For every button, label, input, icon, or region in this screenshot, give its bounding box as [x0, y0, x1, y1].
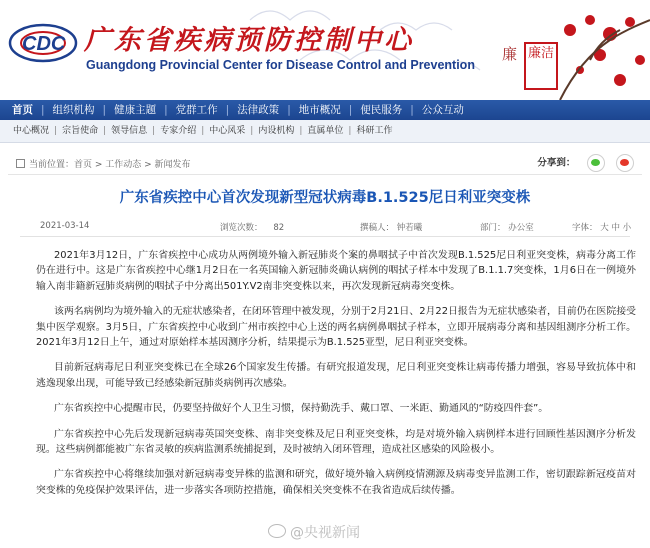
- subnav-item-departments[interactable]: 内设机构: [258, 126, 295, 136]
- article-body: [36, 248, 636, 498]
- nav-separator: |: [348, 104, 353, 116]
- share-label: 分享到：: [537, 157, 576, 169]
- publish-date: 2021-03-14: [40, 221, 90, 231]
- subnav-separator: |: [348, 126, 352, 136]
- font-size-medium[interactable]: 中: [611, 223, 620, 233]
- views-label-text: 浏览次数：: [220, 223, 263, 233]
- article-paragraph: 该两名病例均为境外输入的无症状感染者，在闭环管理中被发现，分别于2月21日、2月22日报告为无症状感染者，目前仍在医院接受集中医学观察。3月5日，广东省疾控中心收到广州市疾控中心上送的两名病例鼻咽拭子样本，立即开展病毒分离和基因组测序分析工作。2021年3月12日上午，通过对原始样本基因测序分析，结果提示为B.1.525亚型，尼日利亚突变株。: [36, 306, 636, 349]
- views-label: [220, 221, 284, 233]
- subnav-separator: |: [201, 126, 205, 136]
- dept-name: 办公室: [508, 223, 534, 233]
- sub-nav: [0, 120, 650, 143]
- subnav-item-overview[interactable]: 中心概况: [13, 126, 50, 136]
- location-icon: [16, 159, 25, 168]
- nav-item-party-work[interactable]: 党群工作: [175, 104, 218, 116]
- nav-separator: |: [102, 104, 107, 116]
- weibo-icon: [268, 524, 286, 538]
- article-paragraph: 广东省疾控中心先后发现新冠病毒英国突变株、南非突变株及尼日利亚突变株，均是对境外输入病例样本进行回顾性基因测序分析发现。这些病例都能被广东省灵敏的疾病监测系统捕捉到，及时被纳入闭环管理，造成社区感染的风险极小。: [36, 428, 636, 456]
- subnav-item-leadership[interactable]: 领导信息: [111, 126, 148, 136]
- header-banner: [0, 0, 650, 100]
- wechat-share-icon[interactable]: [587, 154, 605, 172]
- author-field: [360, 221, 422, 233]
- watermark: [268, 522, 360, 542]
- nav-item-health-topics[interactable]: 健康主题: [114, 104, 157, 116]
- subnav-separator: |: [299, 126, 303, 136]
- nav-separator: |: [41, 104, 45, 116]
- font-size-label: 字体：: [572, 223, 598, 233]
- nav-item-city-overview[interactable]: 地市概况: [298, 104, 341, 116]
- nav-item-laws-policies[interactable]: 法律政策: [237, 104, 280, 116]
- main-nav: [0, 100, 650, 120]
- nav-item-public-interaction[interactable]: 公众互动: [421, 104, 464, 116]
- nav-item-public-services[interactable]: 便民服务: [360, 104, 403, 116]
- breadcrumb[interactable]: [16, 157, 191, 170]
- subnav-separator: |: [54, 126, 58, 136]
- site-title-cn: 广东省疾病预防控制中心: [84, 25, 414, 56]
- dept-field: [480, 221, 534, 233]
- article-meta: [20, 218, 630, 237]
- cdc-logo-icon[interactable]: [8, 20, 78, 66]
- subnav-separator: |: [152, 126, 156, 136]
- weibo-share-icon[interactable]: [616, 154, 634, 172]
- svg-text:CDC: CDC: [22, 33, 66, 55]
- dept-label: 部门：: [480, 223, 506, 233]
- nav-separator: |: [410, 104, 414, 116]
- nav-separator: |: [287, 104, 291, 116]
- breadcrumb-bar: [8, 154, 642, 175]
- subnav-item-research[interactable]: 科研工作: [356, 126, 393, 136]
- article-paragraph: 广东省疾控中心提醒市民，仍要坚持做好个人卫生习惯，保持勤洗手、戴口罩、一米距、勤通风的“防疫四件套”。: [54, 403, 549, 415]
- author-name: 钟若曦: [396, 223, 423, 233]
- article-paragraph: 广东省疾控中心将继续加强对新冠病毒变异株的监测和研究，做好境外输入病例疫情溯源及病毒变异监测工作，密切跟踪新冠疫苗对突变株的免疫保护效果评估，进一步落实各项防控措施，确保相关突变株不在我省造成后续传播。: [36, 469, 636, 496]
- article-paragraph: 2021年3月12日，广东省疾控中心成功从两例境外输入新冠肺炎个案的鼻咽拭子中首次发现B.1.525尼日利亚突变株，病毒分离工作仍在进行中。这是广东省疾控中心继1月2日在一名英国输入新冠肺炎确认病例的咽拭子样本中发现了B.1.1.7突变株，1月6日在一例境外输入南非籍新冠肺炎病例的咽拭子中分离出501Y.V2南非突变株以来，再次发现新冠病毒突变株。: [36, 250, 636, 292]
- watermark-text: @央视新闻: [290, 525, 360, 541]
- subnav-separator: |: [250, 126, 254, 136]
- nav-item-home[interactable]: 首页: [12, 104, 33, 116]
- site-title-en: Guangdong Provincial Center for Disease Control and Prevention: [86, 58, 475, 72]
- subnav-item-mission[interactable]: 宗旨使命: [62, 126, 99, 136]
- font-size-control: [572, 221, 631, 233]
- breadcrumb-text[interactable]: 当前位置：首页 > 工作动态 > 新闻发布: [29, 160, 191, 170]
- subnav-item-experts[interactable]: 专家介绍: [160, 126, 197, 136]
- author-label: 撰稿人：: [360, 223, 395, 233]
- subnav-separator: |: [103, 126, 107, 136]
- subnav-item-gallery[interactable]: 中心风采: [209, 126, 246, 136]
- views-count: 82: [273, 223, 285, 233]
- font-size-large[interactable]: 大: [600, 223, 609, 233]
- integrity-stamp: 廉洁: [524, 42, 558, 90]
- nav-separator: |: [225, 104, 230, 116]
- nav-separator: |: [164, 104, 168, 116]
- article-paragraph: 目前新冠病毒尼日利亚突变株已在全球26个国家发生传播。有研究报道发现，尼日利亚突变株让病毒传播力增强，容易导致抗体中和逃逸现象出现，可能导致已经感染新冠肺炎病例再次感染。: [36, 362, 636, 389]
- nav-item-organization[interactable]: 组织机构: [52, 104, 95, 116]
- subnav-item-affiliates[interactable]: 直属单位: [307, 126, 344, 136]
- article-title: 广东省疾控中心首次发现新型冠状病毒B.1.525尼日利亚突变株: [119, 190, 531, 206]
- seal-text: 廉: [502, 45, 518, 63]
- share-bar: [537, 154, 634, 172]
- font-size-small[interactable]: 小: [622, 223, 632, 233]
